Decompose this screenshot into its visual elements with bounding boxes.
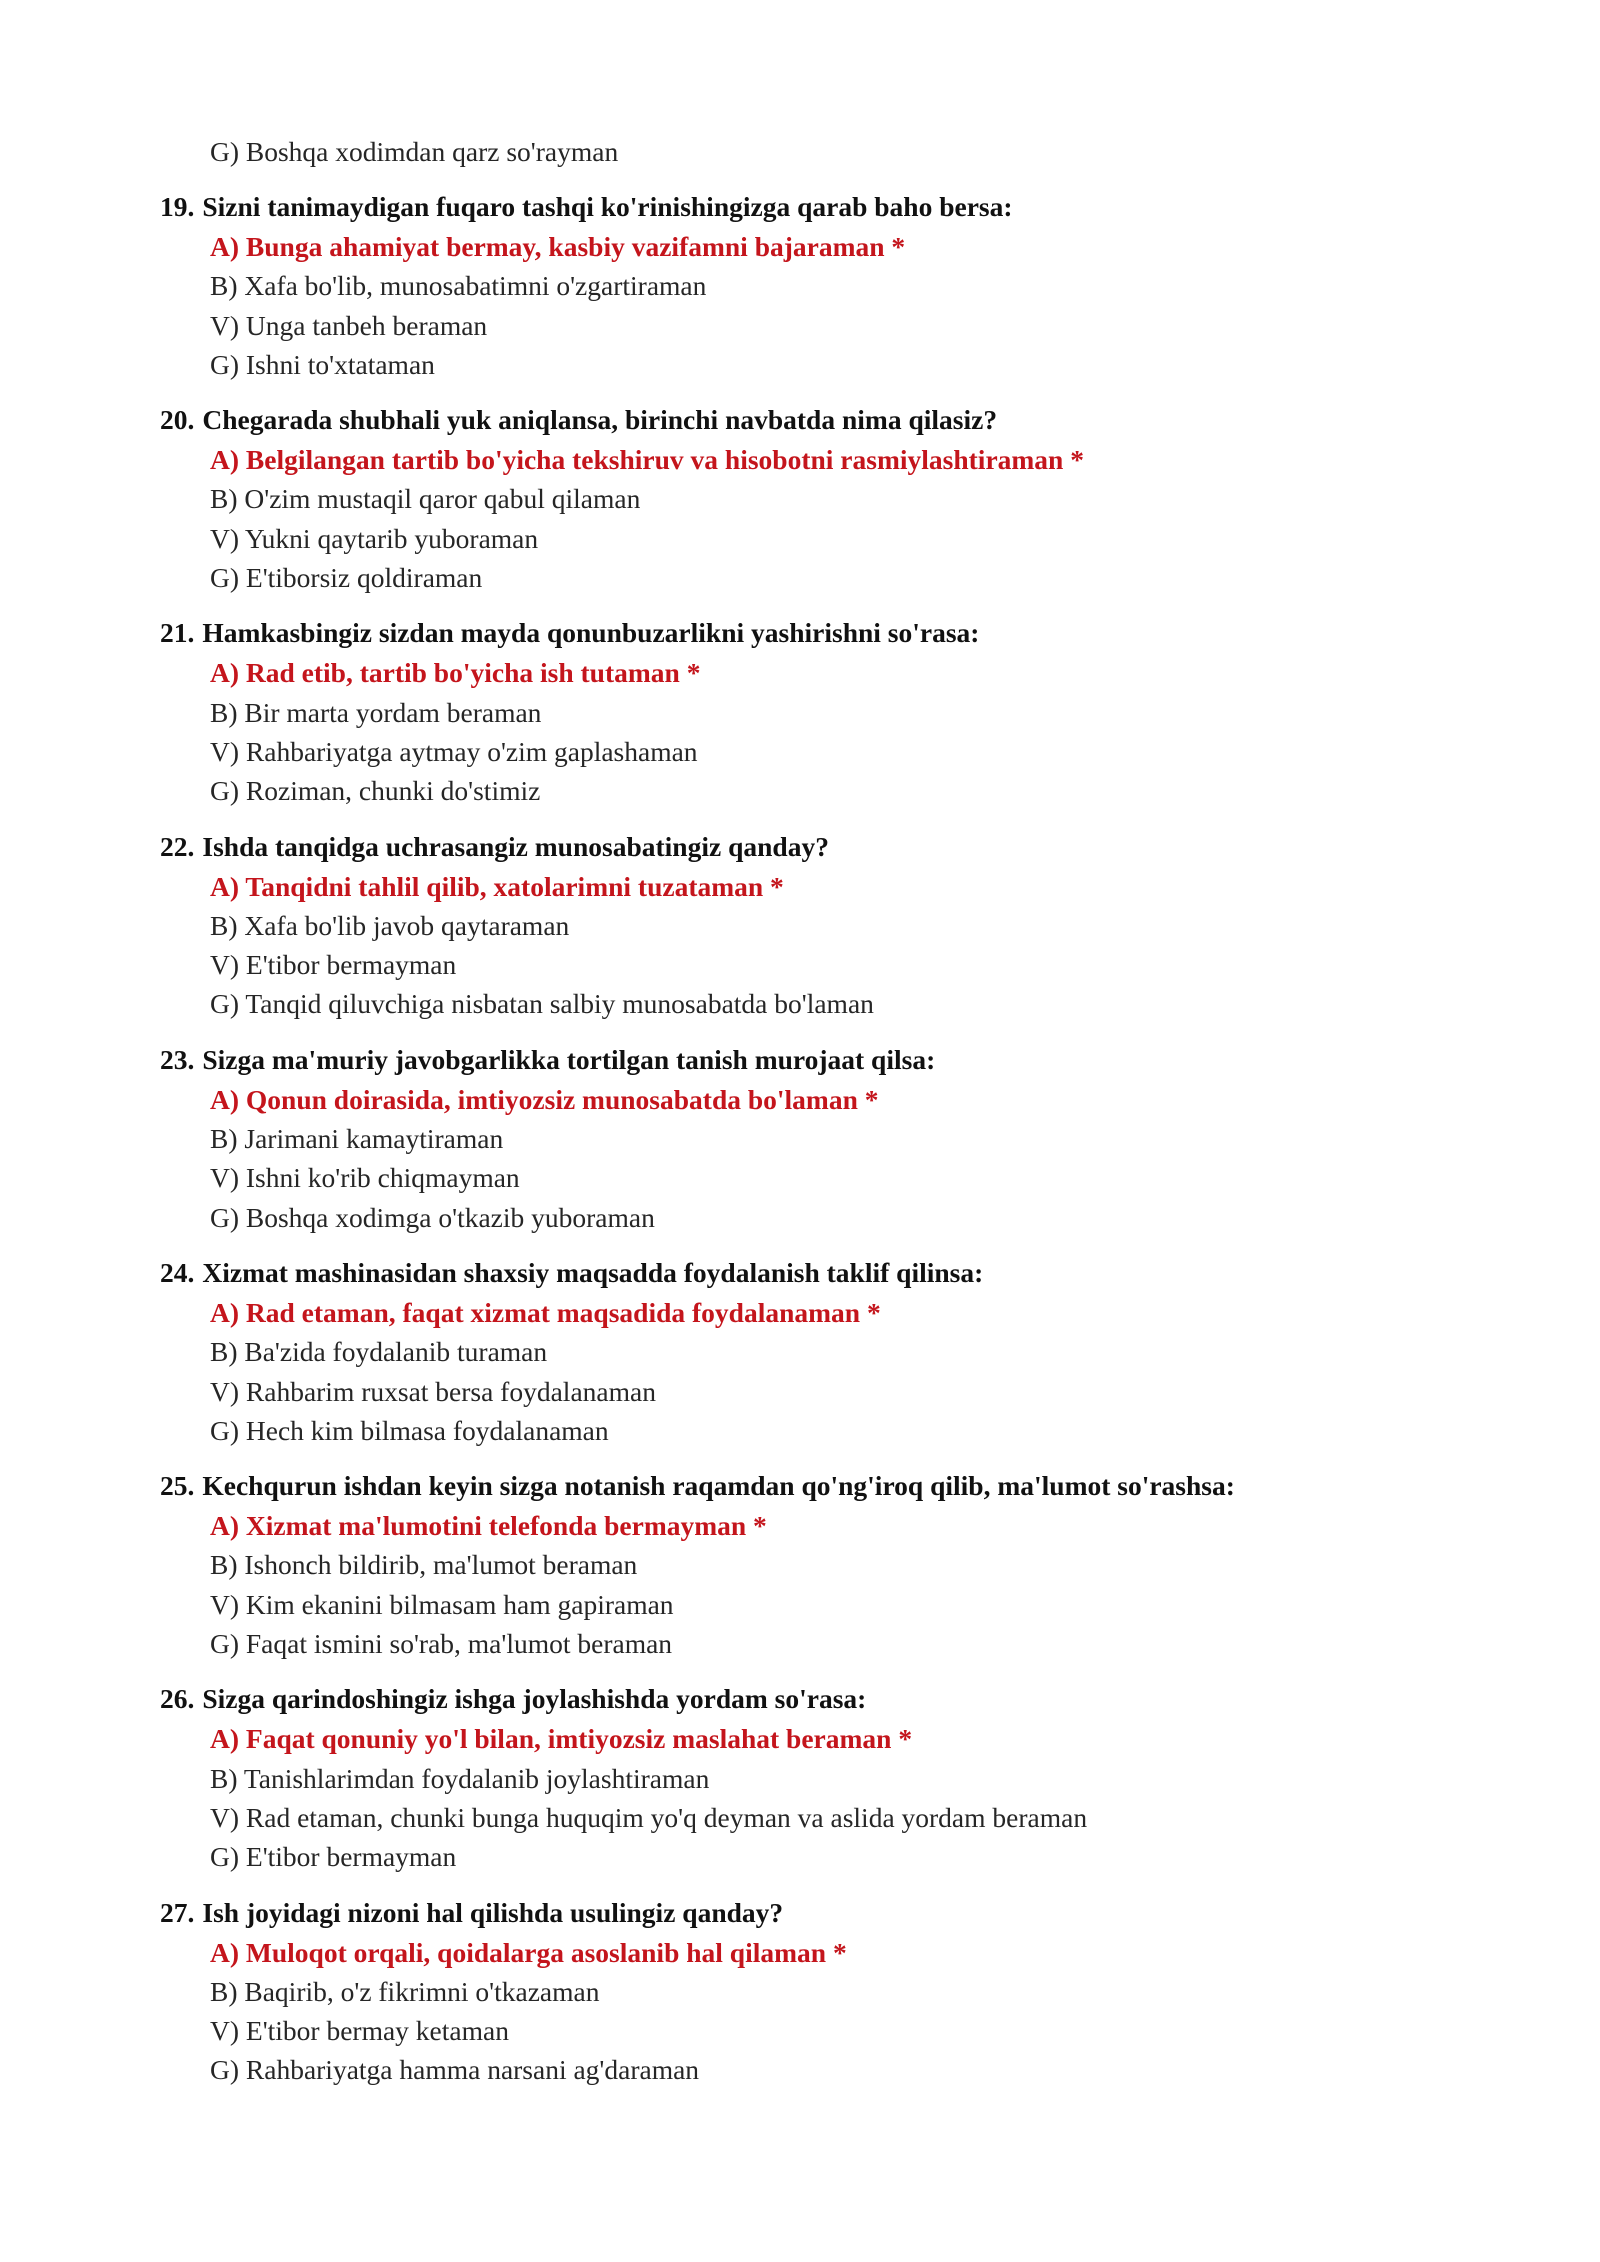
answer-option: V) Ishni ko'rib chiqmayman xyxy=(210,1162,520,1194)
answer-option: V) Rahbariyatga aytmay o'zim gaplashaman xyxy=(210,735,698,767)
answer-option: B) Baqirib, o'z fikrimni o'tkazaman xyxy=(210,1975,600,2007)
answer-option: G) Rahbariyatga hamma narsani ag'daraman xyxy=(210,2054,700,2086)
question-title xyxy=(160,400,1490,440)
answer-option: B) Xafa bo'lib, munosabatimni o'zgartiraman xyxy=(210,270,707,302)
correct-answer-option: A) Faqat qonuniy yo'l bilan, imtiyozsiz maslahat beraman * xyxy=(210,1723,913,1755)
answer-option: V) Unga tanbeh beraman xyxy=(210,309,488,341)
answer-option: G) Tanqid qiluvchiga nisbatan salbiy munosabatda bo'laman xyxy=(210,988,874,1020)
question-title xyxy=(160,1679,1490,1719)
question-text: Chegarada shubhali yuk aniqlansa, birinchi navbatda nima qilasiz? xyxy=(202,404,998,436)
answer-option: B) Ishonch bildirib, ma'lumot beraman xyxy=(210,1549,638,1581)
question-number: 24. xyxy=(160,1256,195,1288)
question-block xyxy=(160,1466,1490,1663)
question-text: Sizga ma'muriy javobgarlikka tortilgan tanish murojaat qilsa: xyxy=(202,1043,936,1075)
question-number: 23. xyxy=(160,1043,195,1075)
question-title xyxy=(160,613,1490,653)
correct-answer-option: A) Bunga ahamiyat bermay, kasbiy vazifamni bajaraman * xyxy=(210,231,906,262)
question-text: Ishda tanqidga uchrasangiz munosabatingiz qanday? xyxy=(202,830,829,862)
answer-option: G) E'tiborsiz qoldiraman xyxy=(210,562,483,594)
question-number: 22. xyxy=(160,830,195,862)
answer-option: B) Ba'zida foydalanib turaman xyxy=(210,1336,548,1368)
answer-option: G) Ishni to'xtataman xyxy=(210,348,435,380)
answer-option: V) Rahbarim ruxsat bersa foydalanaman xyxy=(210,1375,656,1407)
answer-option: G) Boshqa xodimga o'tkazib yuboraman xyxy=(210,1201,655,1233)
question-title xyxy=(160,187,1490,227)
question-title xyxy=(160,1040,1490,1080)
question-block xyxy=(160,1253,1490,1450)
answer-option: B) Jarimani kamaytiraman xyxy=(210,1123,504,1155)
answer-option: V) Rad etaman, chunki bunga huquqim yo'q deyman va aslida yordam beraman xyxy=(210,1801,1088,1833)
answer-option: V) Yukni qaytarib yuboraman xyxy=(210,522,539,554)
continued-option: G) Boshqa xodimdan qarz so'rayman xyxy=(210,136,619,167)
answer-option: B) Bir marta yordam beraman xyxy=(210,696,542,728)
question-list xyxy=(160,132,1490,2090)
question-block xyxy=(160,400,1490,597)
answer-option: G) Hech kim bilmasa foydalanaman xyxy=(210,1414,609,1446)
question-text: Hamkasbingiz sizdan mayda qonunbuzarlikni yashirishni so'rasa: xyxy=(202,617,980,649)
answer-option: B) O'zim mustaqil qaror qabul qilaman xyxy=(210,483,641,515)
question-block xyxy=(160,827,1490,1024)
question-block xyxy=(160,613,1490,810)
answer-option: G) Roziman, chunki do'stimiz xyxy=(210,775,541,807)
question-number: 19. xyxy=(160,191,195,222)
answer-option: V) E'tibor bermayman xyxy=(210,949,457,981)
answer-option: V) Kim ekanini bilmasam ham gapiraman xyxy=(210,1588,674,1620)
answer-option: B) Tanishlarimdan foydalanib joylashtiraman xyxy=(210,1762,710,1794)
correct-answer-option: A) Xizmat ma'lumotini telefonda bermayman * xyxy=(210,1510,767,1542)
question-title xyxy=(160,1466,1490,1506)
question-title xyxy=(160,1893,1490,1933)
question-block xyxy=(160,1040,1490,1237)
correct-answer-option: A) Muloqot orqali, qoidalarga asoslanib hal qilaman * xyxy=(210,1936,847,1968)
question-block xyxy=(160,1679,1490,1876)
correct-answer-option: A) Rad etaman, faqat xizmat maqsadida foydalanaman * xyxy=(210,1296,881,1328)
question-text: Xizmat mashinasidan shaxsiy maqsadda foydalanish taklif qilinsa: xyxy=(202,1256,984,1288)
answer-option: G) E'tibor bermayman xyxy=(210,1841,457,1873)
question-text: Kechqurun ishdan keyin sizga notanish raqamdan qo'ng'iroq qilib, ma'lumot so'rashsa: xyxy=(202,1470,1235,1502)
question-number: 25. xyxy=(160,1470,195,1502)
answer-option: V) E'tibor bermay ketaman xyxy=(210,2015,509,2047)
question-title xyxy=(160,1253,1490,1293)
question-number: 21. xyxy=(160,617,195,649)
question-block xyxy=(160,1893,1490,2090)
question-text: Sizga qarindoshingiz ishga joylashishda yordam so'rasa: xyxy=(202,1683,867,1715)
question-number: 20. xyxy=(160,404,195,436)
question-number: 27. xyxy=(160,1896,195,1928)
question-title xyxy=(160,827,1490,867)
question-block xyxy=(160,187,1490,384)
question-text: Sizni tanimaydigan fuqaro tashqi ko'rinishingizga qarab baho bersa: xyxy=(202,191,1013,222)
questions-container xyxy=(160,187,1490,2090)
correct-answer-option: A) Qonun doirasida, imtiyozsiz munosabatda bo'laman * xyxy=(210,1083,879,1115)
correct-answer-option: A) Belgilangan tartib bo'yicha tekshiruv va hisobotni rasmiylashtiraman * xyxy=(210,444,1084,476)
question-text: Ish joyidagi nizoni hal qilishda usulingiz qanday? xyxy=(202,1896,784,1928)
answer-option: B) Xafa bo'lib javob qaytaraman xyxy=(210,909,570,941)
question-number: 26. xyxy=(160,1683,195,1715)
correct-answer-option: A) Rad etib, tartib bo'yicha ish tutaman * xyxy=(210,657,701,689)
answer-option: G) Faqat ismini so'rab, ma'lumot beraman xyxy=(210,1628,673,1660)
correct-answer-option: A) Tanqidni tahlil qilib, xatolarimni tuzataman * xyxy=(210,870,784,902)
